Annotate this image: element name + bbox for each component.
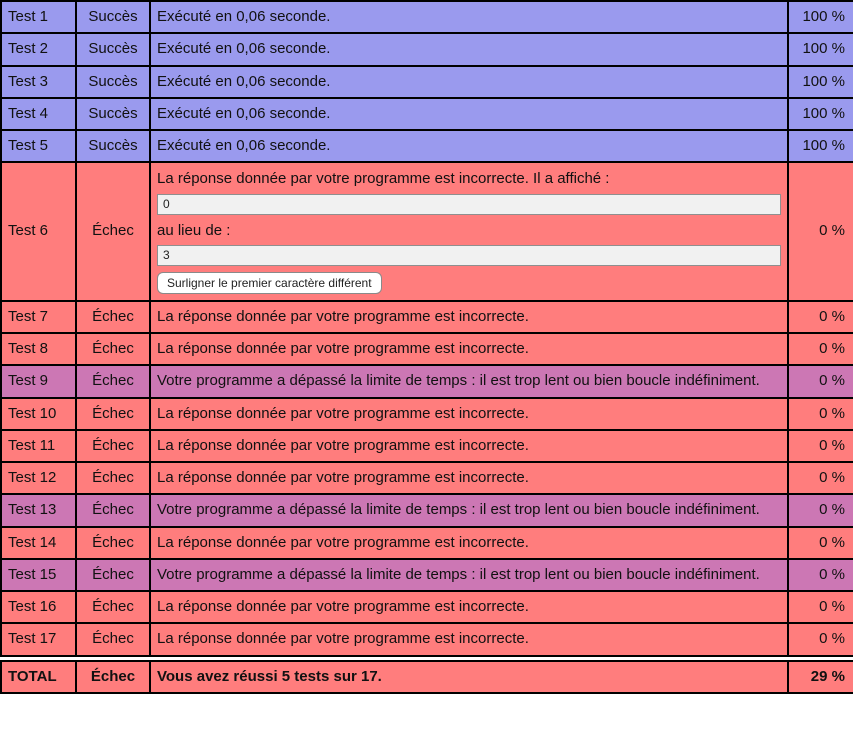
test-row: [1, 1, 853, 33]
test-name: Test 10: [1, 398, 76, 430]
test-status: Échec: [76, 398, 150, 430]
test-row: [1, 494, 853, 526]
test-name: Test 1: [1, 1, 76, 33]
test-percent: 100 %: [788, 1, 853, 33]
test-status: Succès: [76, 1, 150, 33]
total-row: [1, 661, 853, 693]
test-percent: 0 %: [788, 333, 853, 365]
test-status: Échec: [76, 527, 150, 559]
test-percent: 100 %: [788, 33, 853, 65]
test-row: [1, 365, 853, 397]
test-message: La réponse donnée par votre programme est incorrecte.: [150, 591, 788, 623]
test-message: La réponse donnée par votre programme est incorrecte.: [150, 333, 788, 365]
test-row: [1, 398, 853, 430]
test-name: Test 3: [1, 66, 76, 98]
test-row: [1, 130, 853, 162]
test-name: Test 7: [1, 301, 76, 333]
test-name: Test 14: [1, 527, 76, 559]
test-message: Votre programme a dépassé la limite de temps : il est trop lent ou bien boucle indéfiniment.: [150, 494, 788, 526]
test-status: Succès: [76, 130, 150, 162]
test-message: Exécuté en 0,06 seconde.: [150, 66, 788, 98]
test-name: Test 2: [1, 33, 76, 65]
total-table: [0, 660, 853, 694]
test-row: [1, 33, 853, 65]
test-name: Test 17: [1, 623, 76, 655]
test-status: Échec: [76, 494, 150, 526]
test-row: [1, 301, 853, 333]
test-status: Échec: [76, 162, 150, 301]
test-status: Échec: [76, 559, 150, 591]
test-row: [1, 527, 853, 559]
test-row: [1, 559, 853, 591]
expected-label: au lieu de :: [157, 221, 231, 239]
test-name: Test 8: [1, 333, 76, 365]
test-percent: 0 %: [788, 494, 853, 526]
test-status: Échec: [76, 623, 150, 655]
test-percent: 0 %: [788, 301, 853, 333]
test-message: Exécuté en 0,06 seconde.: [150, 1, 788, 33]
test-percent: 0 %: [788, 462, 853, 494]
test-message: La réponse donnée par votre programme est incorrecte.: [150, 398, 788, 430]
test-message: Exécuté en 0,06 seconde.: [150, 98, 788, 130]
test-status: Échec: [76, 365, 150, 397]
test-message-detail: [150, 162, 788, 301]
test-message: Votre programme a dépassé la limite de temps : il est trop lent ou bien boucle indéfiniment.: [150, 559, 788, 591]
test-name: Test 4: [1, 98, 76, 130]
expected-output-field[interactable]: [157, 245, 781, 266]
failure-intro-text: La réponse donnée par votre programme est incorrecte. Il a affiché :: [157, 170, 610, 188]
total-status: Échec: [76, 661, 150, 693]
test-name: Test 15: [1, 559, 76, 591]
test-percent: 0 %: [788, 559, 853, 591]
test-percent: 100 %: [788, 98, 853, 130]
test-message: Votre programme a dépassé la limite de temps : il est trop lent ou bien boucle indéfiniment.: [150, 365, 788, 397]
test-row: [1, 591, 853, 623]
test-row: [1, 98, 853, 130]
test-status: Échec: [76, 430, 150, 462]
test-name: Test 12: [1, 462, 76, 494]
test-percent: 0 %: [788, 527, 853, 559]
test-row: [1, 430, 853, 462]
test-name: Test 9: [1, 365, 76, 397]
test-message: La réponse donnée par votre programme est incorrecte.: [150, 462, 788, 494]
test-percent: 0 %: [788, 430, 853, 462]
test-status: Succès: [76, 66, 150, 98]
test-percent: 0 %: [788, 398, 853, 430]
test-name: Test 16: [1, 591, 76, 623]
test-percent: 0 %: [788, 365, 853, 397]
test-message: La réponse donnée par votre programme est incorrecte.: [150, 430, 788, 462]
highlight-first-diff-button[interactable]: Surligner le premier caractère différent: [157, 272, 382, 294]
test-percent: 100 %: [788, 66, 853, 98]
test-status: Échec: [76, 591, 150, 623]
test-message: La réponse donnée par votre programme est incorrecte.: [150, 623, 788, 655]
test-name: Test 13: [1, 494, 76, 526]
test-status: Échec: [76, 333, 150, 365]
test-row-expanded: [1, 162, 853, 301]
total-message: Vous avez réussi 5 tests sur 17.: [150, 661, 788, 693]
total-label: TOTAL: [1, 661, 76, 693]
test-status: Succès: [76, 98, 150, 130]
test-message: La réponse donnée par votre programme est incorrecte.: [150, 301, 788, 333]
test-percent: 0 %: [788, 623, 853, 655]
test-name: Test 5: [1, 130, 76, 162]
test-message: La réponse donnée par votre programme est incorrecte.: [150, 527, 788, 559]
test-status: Échec: [76, 462, 150, 494]
test-row: [1, 66, 853, 98]
test-name: Test 6: [1, 162, 76, 301]
test-row: [1, 333, 853, 365]
test-status: Échec: [76, 301, 150, 333]
test-message: Exécuté en 0,06 seconde.: [150, 130, 788, 162]
total-percent: 29 %: [788, 661, 853, 693]
program-output-field[interactable]: [157, 194, 781, 215]
test-percent: 0 %: [788, 591, 853, 623]
test-table-body: [1, 1, 853, 656]
test-name: Test 11: [1, 430, 76, 462]
test-status: Succès: [76, 33, 150, 65]
test-message: Exécuté en 0,06 seconde.: [150, 33, 788, 65]
test-row: [1, 623, 853, 655]
test-percent: 0 %: [788, 162, 853, 301]
test-percent: 100 %: [788, 130, 853, 162]
test-row: [1, 462, 853, 494]
